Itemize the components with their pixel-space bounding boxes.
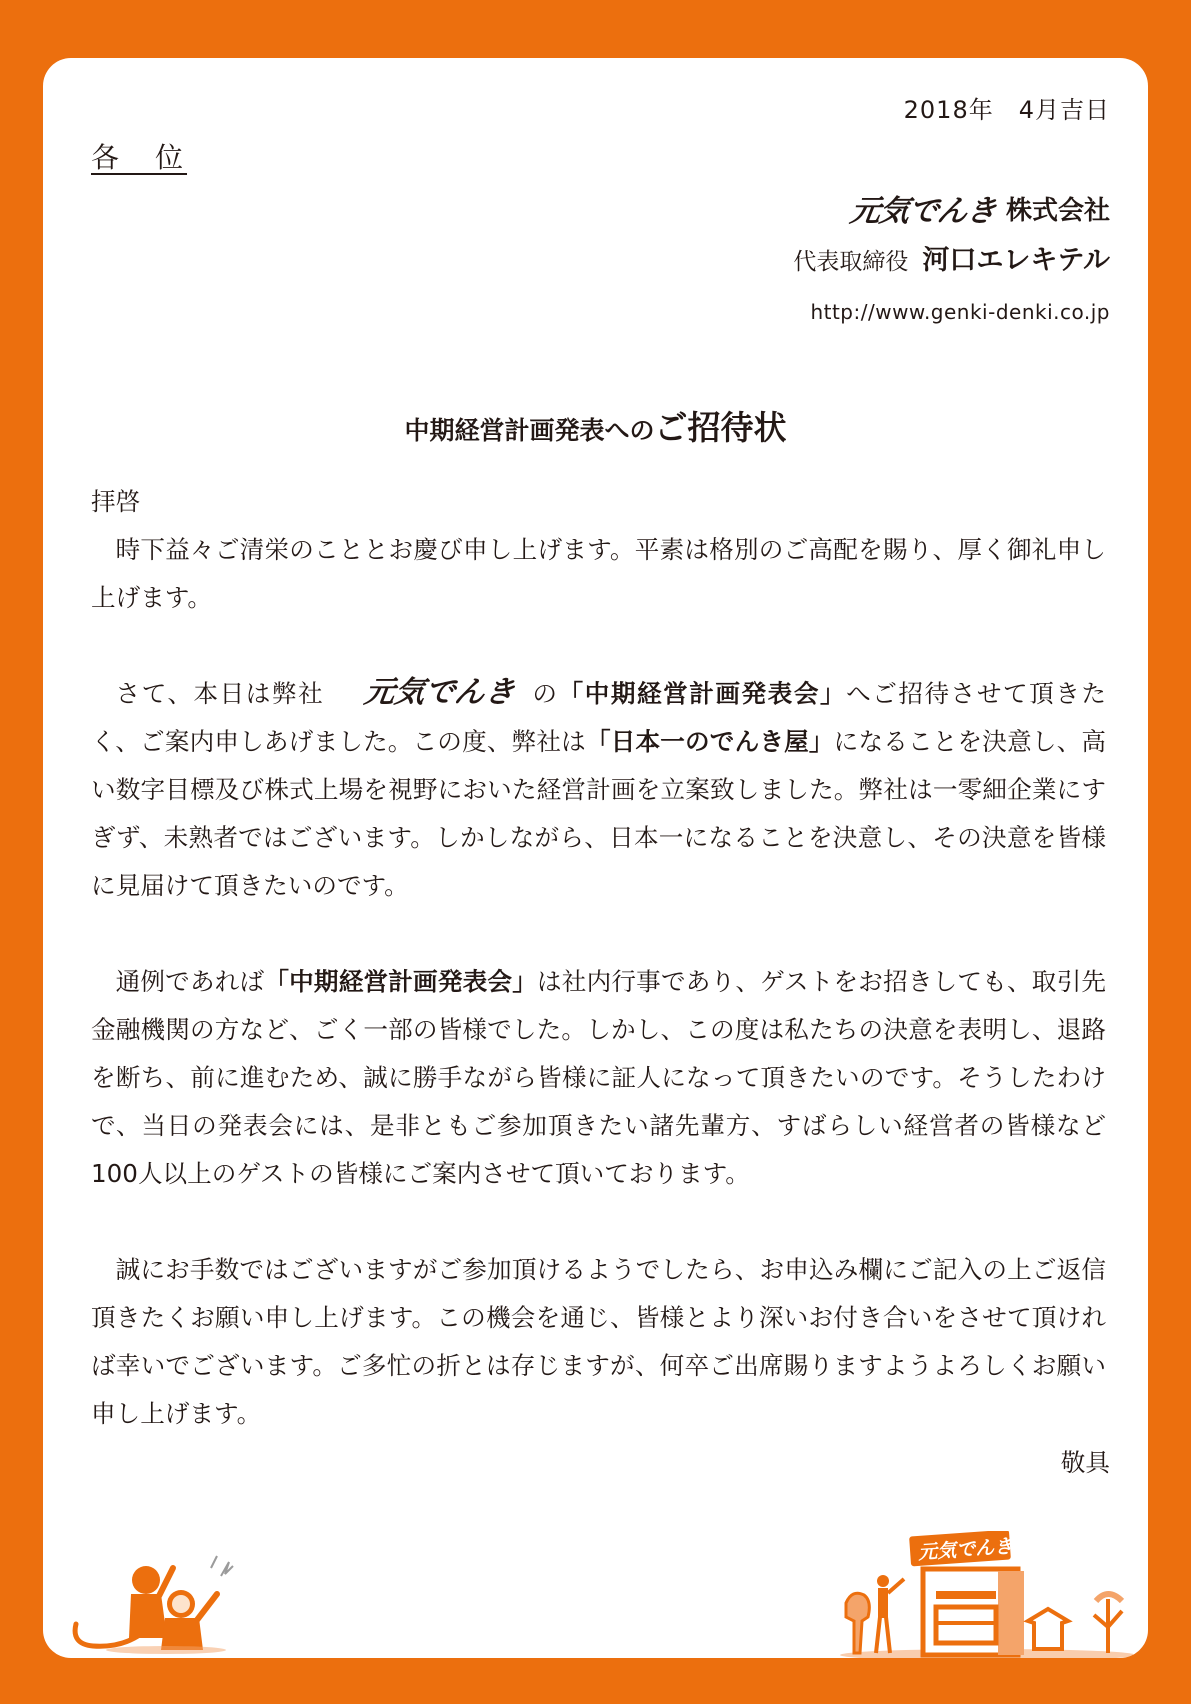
p3-text-a: 通例であれば [115, 967, 265, 996]
p3-text-b: は社内行事であり、ゲストをお招きしても、取引先金融機関の方など、ごく一部の皆様でした。しかし、この度は私たちの決意を表明し、退路を断ち、前に進むため、誠に勝手ながら皆様に証人になって頂きたいのです。そうしたわけで、当日の発表会には、是非ともご参加頂きたい諸先輩方、すばらしい経営者の皆様など100人以上のゲストの皆様にご案内させて頂いております。 [91, 967, 1106, 1188]
document-title [43, 402, 1148, 449]
shop-sign-text: 元気でんき [917, 1535, 1014, 1564]
p3-bold-event: 「中期経営計画発表会」 [264, 967, 538, 996]
company-logo: 元気でんき [848, 194, 998, 229]
greeting: 拝啓 [91, 487, 141, 516]
representative [793, 238, 1110, 277]
paragraph-4: 誠にお手数ではございますがご参加頂けるようでしたら、お申込み欄にご記入の上ご返信頂きたくお願い申し上げます。この機会を通じ、皆様とより深いお付き合いをさせて頂ければ幸いでございます。ご多忙の折とは存じますが、何卒ご出席賜りますようよろしくお願い申し上げます。 [91, 1255, 1106, 1428]
shop-illustration [838, 1531, 1133, 1658]
letter-sheet [43, 58, 1148, 1658]
paragraph-1: 時下益々ご清栄のこととお慶び申し上げます。平素は格別のご高配を賜り、厚く御礼申し上げます。 [91, 535, 1106, 612]
representative-title: 代表取締役 [793, 249, 909, 275]
inline-company-logo: 元気でんき [362, 675, 518, 710]
addressee: 各 位 [91, 141, 188, 174]
company-url: http://www.genki-denki.co.jp [810, 300, 1110, 324]
p2-text-d: になることを決意し、高い数字目標及び株式上場を視野においた経営計画を立案致しました。弊社は一零細企業にすぎず、未熟者ではございます。しかしながら、日本一になることを決意し、その決意を皆様に見届けて頂きたいのです。 [91, 727, 1106, 900]
title-part-1: 中期経営計画発表への [404, 416, 655, 445]
p2-bold-goal: 「日本一のでんき屋」 [585, 727, 834, 756]
company-suffix: 株式会社 [1005, 195, 1110, 226]
paragraph-3 [91, 958, 1106, 1198]
letter-date: 2018年 4月吉日 [903, 96, 1110, 124]
p2-text-a: さて、本日は弊社 [115, 679, 325, 708]
letter-body [91, 478, 1106, 1438]
representative-name: 河口エレキテル [922, 245, 1110, 276]
company-name [848, 186, 1110, 230]
characters-illustration [71, 1546, 251, 1658]
p2-text-c: へご招待させて頂きたく、ご案内申しあげました。この度、弊社は [91, 679, 1106, 756]
closing-word: 敬具 [1060, 1448, 1110, 1477]
p2-text-b: の [530, 679, 559, 708]
paragraph-2 [91, 670, 1106, 910]
title-part-2: ご招待状 [654, 408, 787, 447]
p2-bold-event: 「中期経営計画発表会」 [558, 679, 847, 708]
